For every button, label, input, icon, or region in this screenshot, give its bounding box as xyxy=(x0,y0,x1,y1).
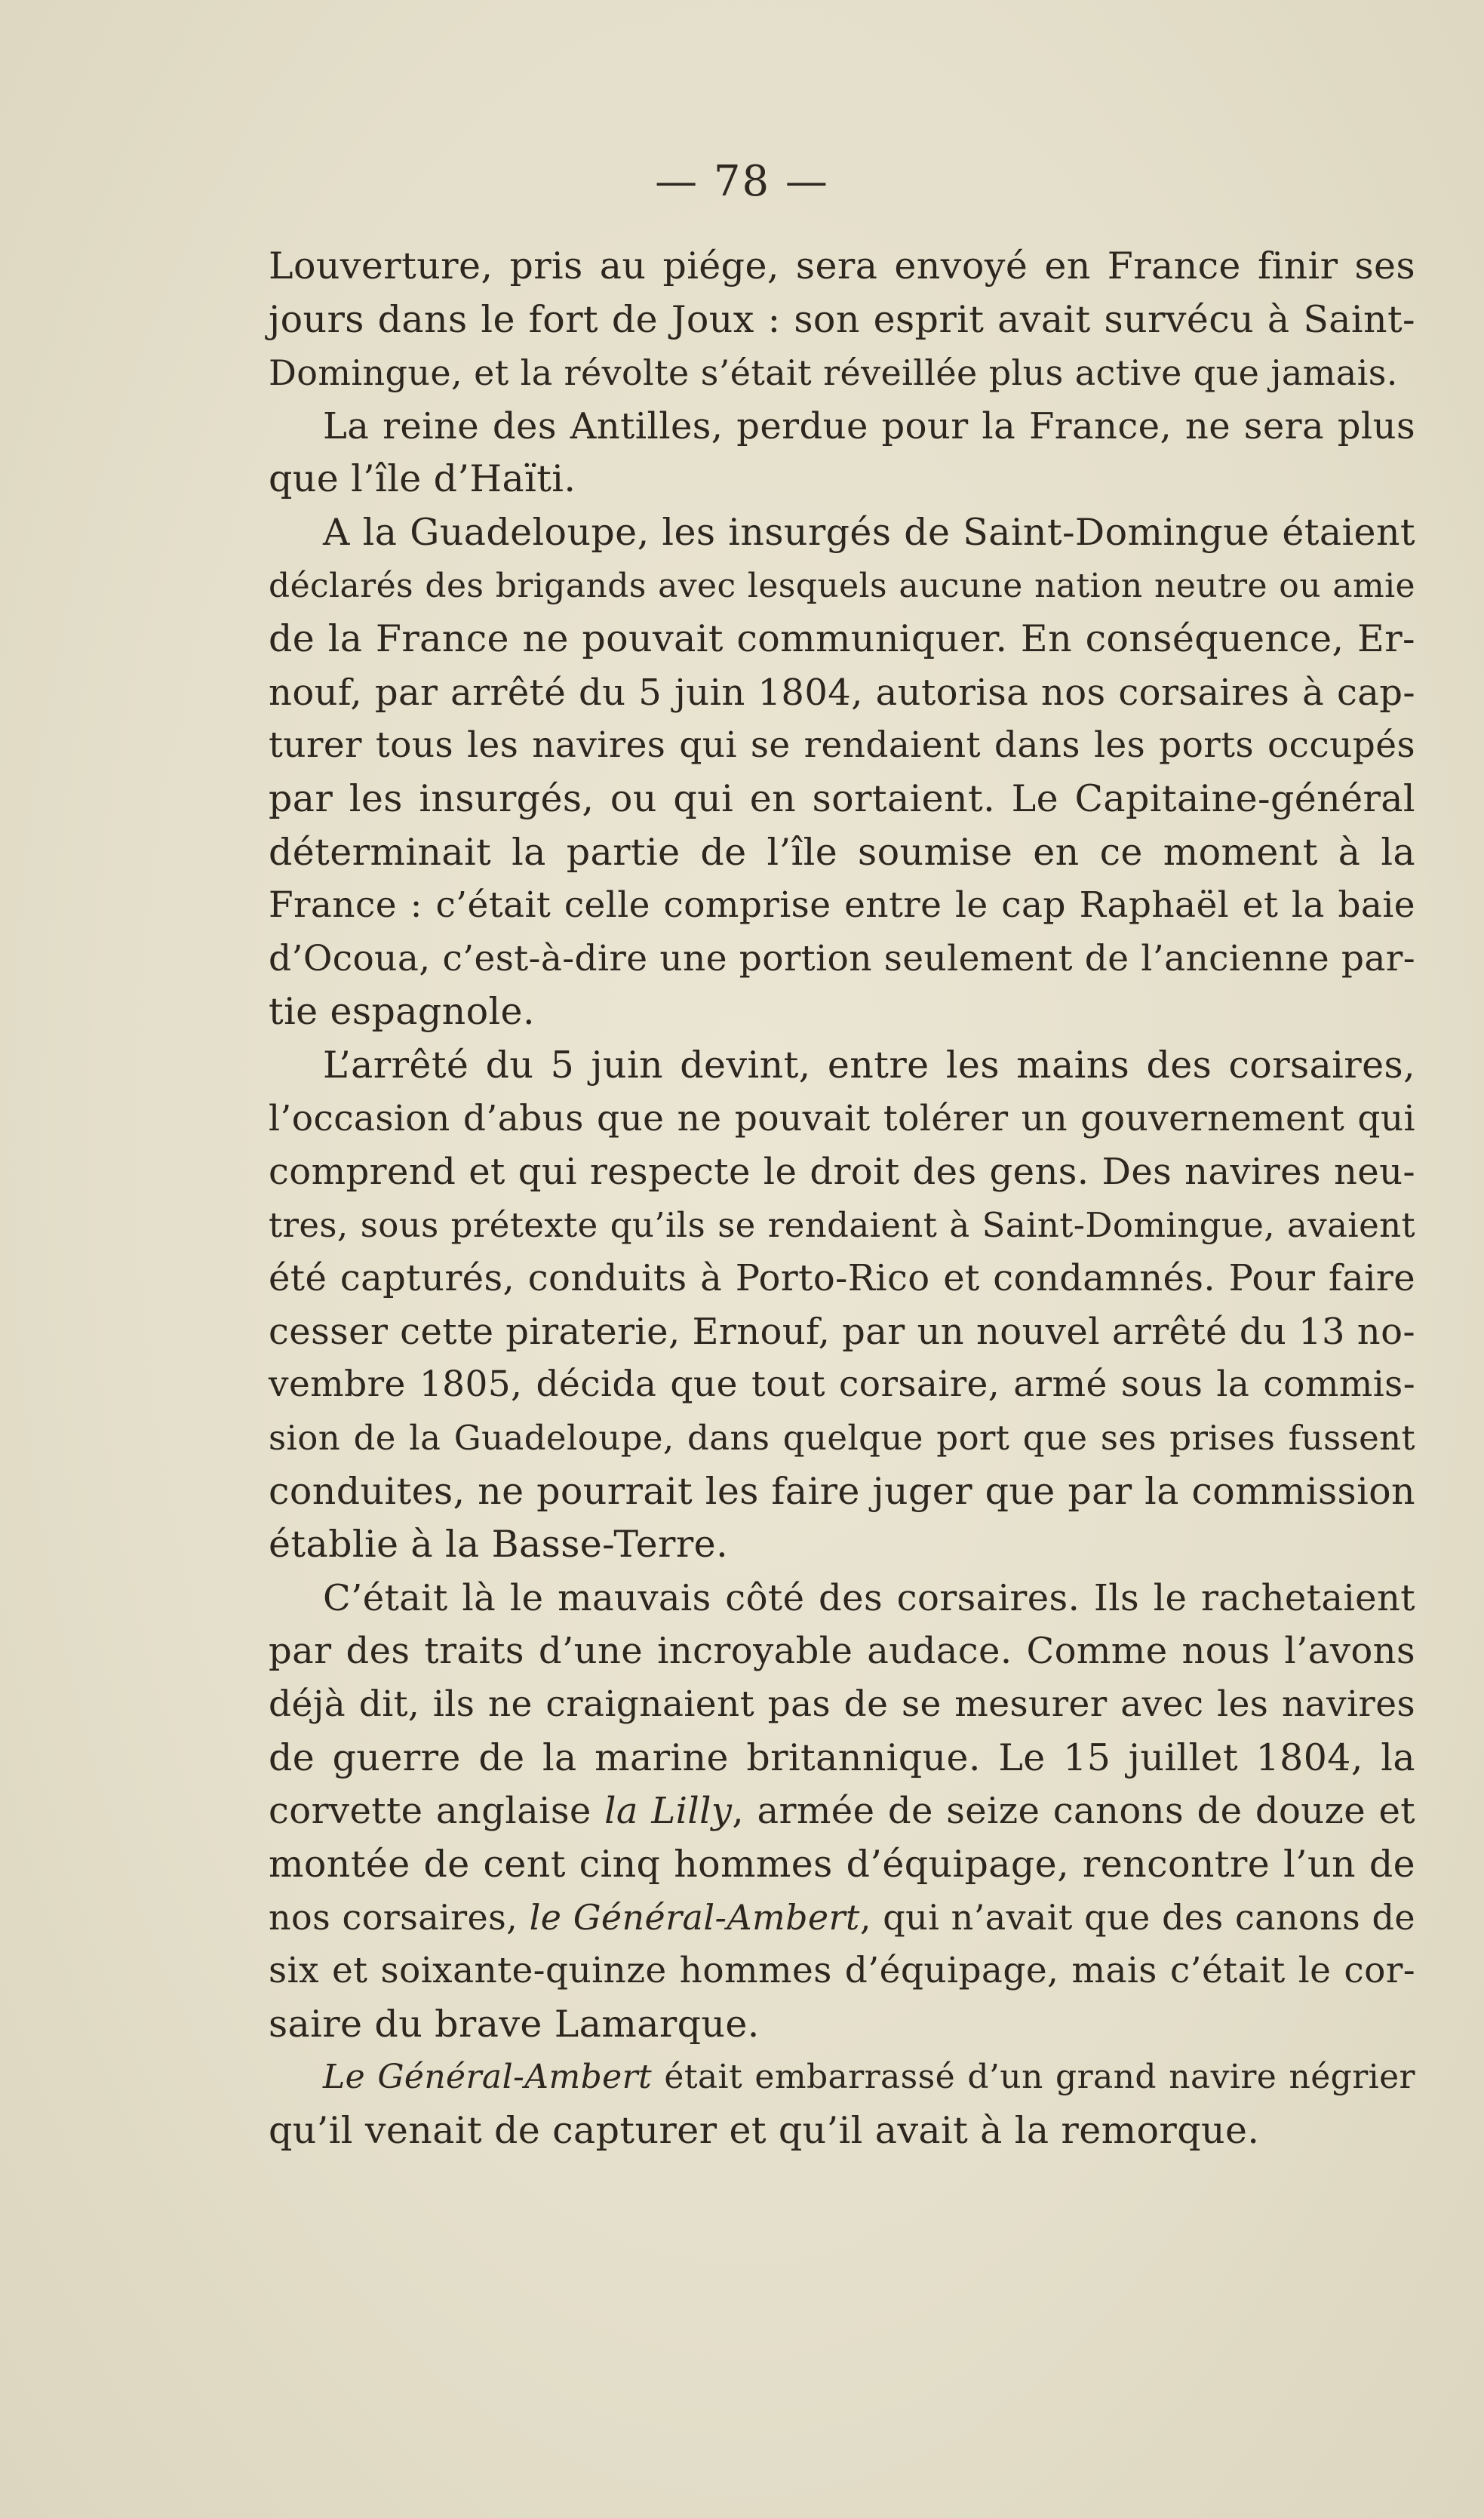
text-segment: corvette anglaise xyxy=(269,1790,605,1833)
text-line: été capturés, conduits à Porto-Rico et condamnés. Pour faire xyxy=(269,1257,1415,1300)
text-line: turer tous les navires qui se rendaient dans les ports occupés xyxy=(269,724,1415,767)
italic-ship-name: la Lilly xyxy=(604,1790,733,1833)
text-line: déjà dit, ils ne craignaient pas de se mesurer avec les navires xyxy=(269,1683,1415,1726)
text-line xyxy=(269,1891,1415,1945)
body-text xyxy=(269,240,1415,2157)
text-line: L’arrêté du 5 juin devint, entre les mains des corsaires, xyxy=(323,1043,1415,1087)
text-line: de la France ne pouvait communiquer. En conséquence, Er- xyxy=(269,617,1415,661)
text-line: sion de la Guadeloupe, dans quelque port que ses prises fussent xyxy=(269,1418,1415,1459)
text-line: montée de cent cinq hommes d’équipage, rencontre l’un de xyxy=(269,1842,1415,1886)
text-line: nouf, par arrêté du 5 juin 1804, autorisa nos corsaires à cap- xyxy=(269,671,1415,714)
text-line: C’était là le mauvais côté des corsaires. Ils le rachetaient xyxy=(323,1576,1415,1619)
text-line: vembre 1805, décida que tout corsaire, armé sous la commis- xyxy=(269,1364,1415,1406)
text-line: A la Guadeloupe, les insurgés de Saint-Domingue étaient xyxy=(323,510,1415,554)
text-line: Louverture, pris au piége, sera envoyé en France finir ses xyxy=(269,244,1415,287)
text-line: tres, sous prétexte qu’ils se rendaient à Saint-Domingue, avaient xyxy=(269,1204,1415,1245)
text-line: tie espagnole. xyxy=(269,990,535,1034)
text-line: déclarés des brigands avec lesquels aucune nation neutre ou amie xyxy=(269,566,1415,605)
text-line xyxy=(269,1785,1415,1838)
text-line: que l’île d’Haïti. xyxy=(269,457,576,501)
text-line: comprend et qui respecte le droit des gens. Des navires neu- xyxy=(269,1151,1415,1194)
text-line: Domingue, et la révolte s’était réveillée plus active que jamais. xyxy=(269,352,1398,394)
text-line: l’occasion d’abus que ne pouvait tolérer un gouvernement qui xyxy=(269,1097,1415,1139)
text-line: jours dans le fort de Joux : son esprit avait survécu à Saint- xyxy=(269,297,1415,341)
text-line: établie à la Basse-Terre. xyxy=(269,1523,729,1566)
text-line: saire du brave Lamarque. xyxy=(269,2002,760,2046)
text-line: par des traits d’une incroyable audace. Comme nous l’avons xyxy=(269,1630,1415,1673)
text-segment: nos corsaires, xyxy=(269,1897,530,1938)
page-number: — 78 — xyxy=(655,157,829,206)
text-line: de guerre de la marine britannique. Le 15 juillet 1804, la xyxy=(269,1736,1415,1779)
text-line xyxy=(269,2051,1415,2104)
text-segment: , armée de seize canons de douze et xyxy=(732,1790,1415,1833)
text-line: par les insurgés, ou qui en sortaient. Le Capitaine-général xyxy=(269,776,1415,820)
italic-ship-name: le Général-Ambert xyxy=(529,1897,860,1938)
text-line: cesser cette piraterie, Ernouf, par un nouvel arrêté du 13 no- xyxy=(269,1310,1415,1353)
text-line: d’Ocoua, c’est-à-dire une portion seulement de l’ancienne par- xyxy=(269,937,1415,979)
text-segment: était embarrassé d’un grand navire négrier xyxy=(652,2058,1415,2097)
text-line: conduites, ne pourrait les faire juger que par la commission xyxy=(269,1469,1415,1513)
italic-ship-name: Le Général-Ambert xyxy=(323,2058,653,2097)
text-line: France : c’était celle comprise entre le cap Raphaël et la baie xyxy=(269,884,1415,927)
text-line: déterminait la partie de l’île soumise en ce moment à la xyxy=(269,830,1415,874)
text-line: La reine des Antilles, perdue pour la France, ne sera plus xyxy=(323,404,1415,447)
text-line: qu’il venait de capturer et qu’il avait à la remorque. xyxy=(269,2108,1260,2152)
text-segment: , qui n’avait que des canons de xyxy=(859,1897,1415,1938)
text-line: six et soixante-quinze hommes d’équipage, mais c’était le cor- xyxy=(269,1950,1415,1991)
